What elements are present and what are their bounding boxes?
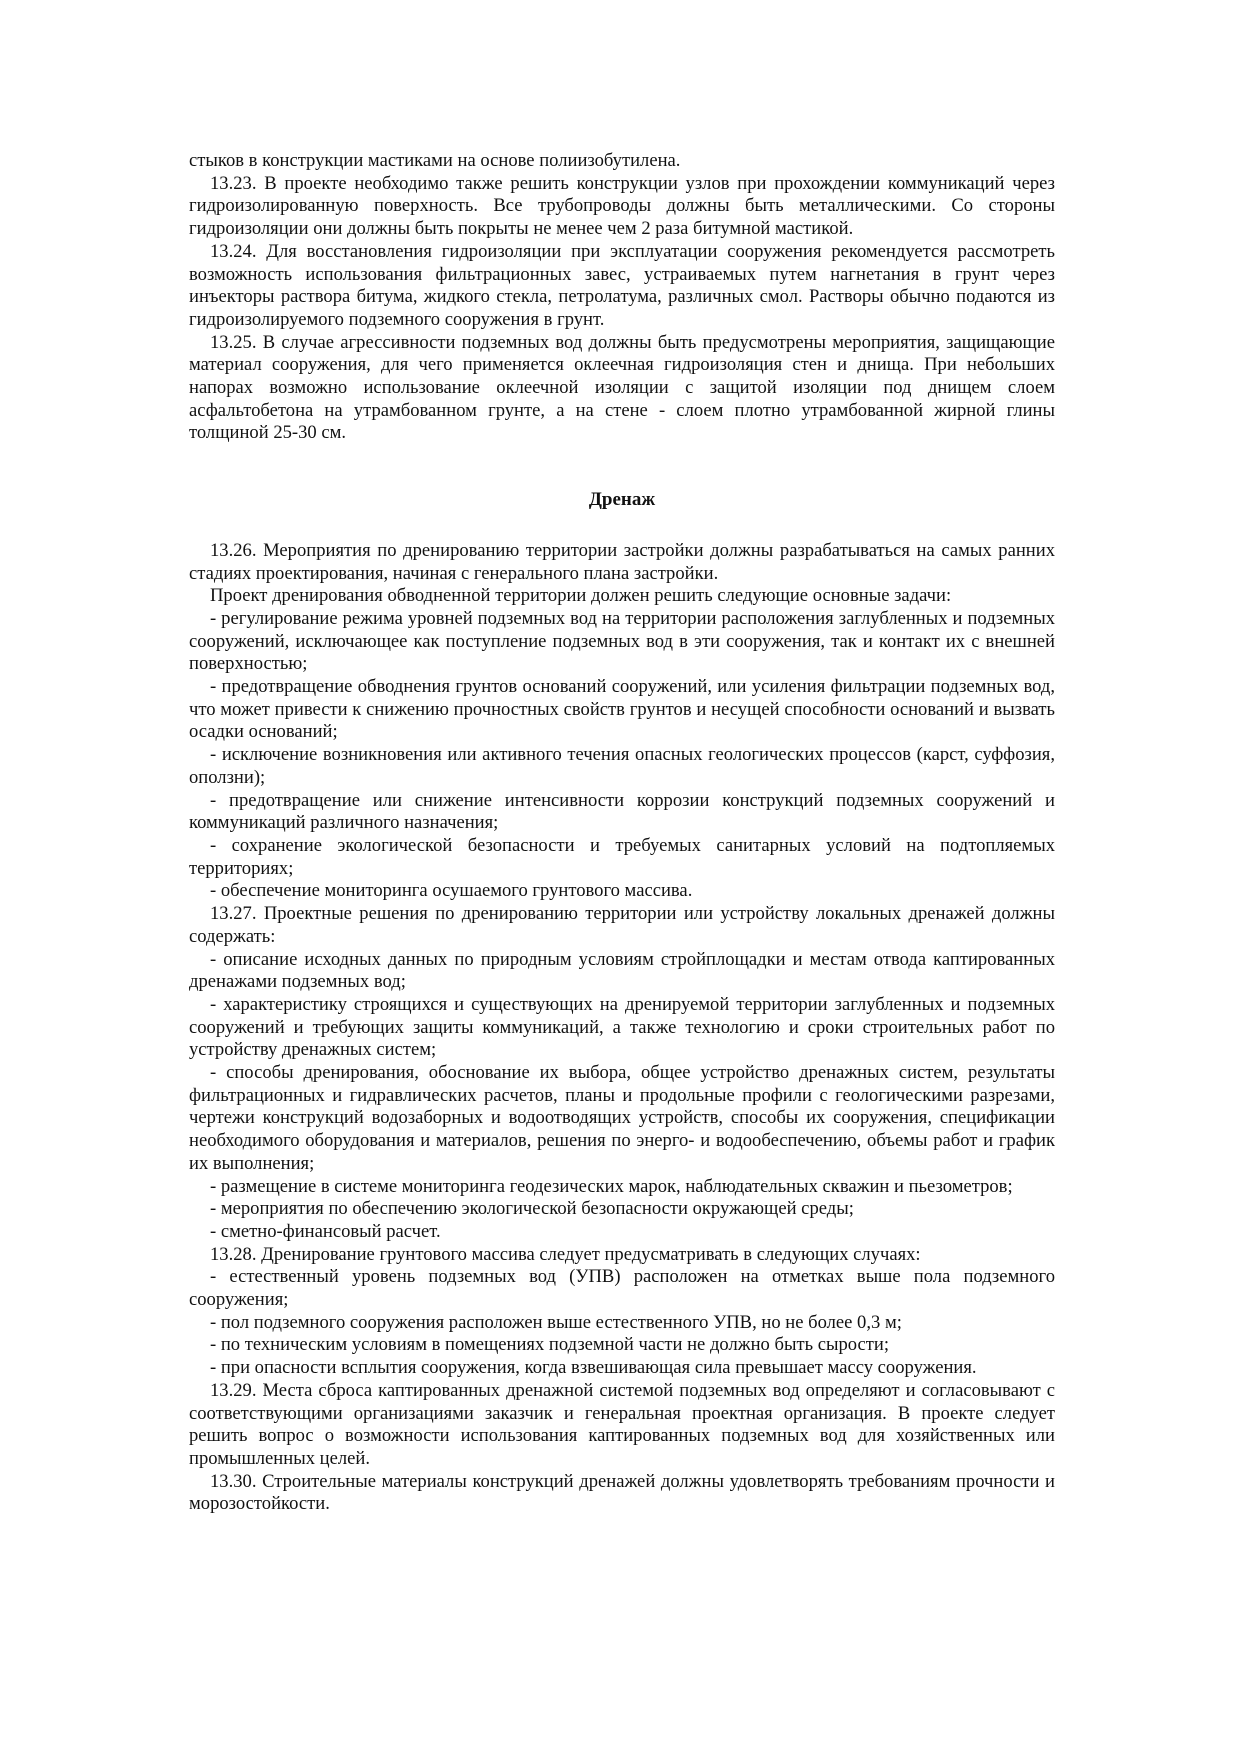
list-item-case: - по техническим условиям в помещениях подземной части не должно быть сырости;	[210, 1334, 889, 1356]
list-item-case: - естественный уровень подземных вод (УПВ) расположен на отметках выше пола подземного сооружения;	[189, 1266, 1055, 1311]
list-item-task: - обеспечение мониторинга осушаемого грунтового массива.	[210, 880, 693, 902]
list-item-content: - мероприятия по обеспечению экологической безопасности окружающей среды;	[210, 1198, 854, 1220]
list-item-task: - сохранение экологической безопасности и требуемых санитарных условий на подтопляемых территориях;	[189, 834, 1055, 879]
list-item-content: - характеристику строящихся и существующих на дренируемой территории заглубленных и подземных сооружений и требующих защиты коммуникаций, а также технологию и сроки строительных работ по устройству дренажных систем;	[189, 993, 1055, 1061]
section-heading-drainage: Дренаж	[588, 489, 656, 511]
list-item-content: - сметно-финансовый расчет.	[210, 1220, 441, 1242]
list-item-content: - размещение в системе мониторинга геодезических марок, наблюдательных скважин и пьезометров;	[210, 1175, 1013, 1197]
paragraph-13-30: 13.30. Строительные материалы конструкций дренажей должны удовлетворять требованиям прочности и морозостойкости.	[189, 1470, 1055, 1515]
paragraph-13-27: 13.27. Проектные решения по дренированию территории или устройству локальных дренажей должны содержать:	[189, 903, 1055, 947]
list-item-task: - регулирование режима уровней подземных вод на территории расположения заглубленных и подземных сооружений, исключающее как поступление подземных вод в эти сооружения, так и контакт их с внешней поверхностью;	[189, 607, 1055, 675]
paragraph-13-24: 13.24. Для восстановления гидроизоляции при эксплуатации сооружения рекомендуется рассмотреть возможность использования фильтрационных завес, устраиваемых путем нагнетания в грунт через инъекторы раствора битума, жидкого стекла, петролатума, различных смол. Растворы обычно подаются из гидроизолируемого подземного сооружения в грунт.	[189, 240, 1055, 330]
paragraph-13-26: 13.26. Мероприятия по дренированию территории застройки должны разрабатываться на самых ранних стадиях проектирования, начиная с генерального плана застройки.	[189, 539, 1055, 584]
list-item-task: - предотвращение или снижение интенсивности коррозии конструкций подземных сооружений и коммуникаций различного назначения;	[189, 789, 1055, 834]
paragraph-13-25: 13.25. В случае агрессивности подземных вод должны быть предусмотрены мероприятия, защищающие материал сооружения, для чего применяется оклеечная гидроизоляция стен и днища. При небольших напорах возможно использование оклеечной изоляции с защитой изоляции под днищем слоем асфальтобетона на утрамбованном грунте, а на стене - слоем плотно утрамбованной жирной глины толщиной 25-30 см.	[189, 331, 1055, 444]
document-page	[189, 150, 1055, 1516]
list-item-content: - описание исходных данных по природным условиям стройплощадки и местам отвода каптированных дренажами подземных вод;	[189, 948, 1055, 993]
paragraph-13-29: 13.29. Места сброса каптированных дренажной системой подземных вод определяют и согласовывают с соответствующими организациями заказчик и генеральная проектная организация. В проекте следует решить вопрос о возможности использования каптированных подземных вод для хозяйственных или промышленных целей.	[189, 1379, 1055, 1469]
paragraph-13-23: 13.23. В проекте необходимо также решить конструкции узлов при прохождении коммуникаций через гидроизолированную поверхность. Все трубопроводы должны быть металлическими. Со стороны гидроизоляции они должны быть покрыты не менее чем 2 раза битумной мастикой.	[189, 172, 1055, 240]
paragraph-13-28: 13.28. Дренирование грунтового массива следует предусматривать в следующих случаях:	[210, 1243, 921, 1265]
list-item-content: - способы дренирования, обоснование их выбора, общее устройство дренажных систем, результаты фильтрационных и гидравлических расчетов, планы и продольные профили с геологическими разрезами, чертежи конструкций водозаборных и водоотводящих устройств, способы их сооружения, спецификации необходимого оборудования и материалов, решения по энерго- и водообеспечению, объемы работ и график их выполнения;	[189, 1062, 1055, 1174]
paragraph-tasks-intro: Проект дренирования обводненной территории должен решить следующие основные задачи:	[210, 585, 952, 607]
list-item-case: - при опасности всплытия сооружения, когда взвешивающая сила превышает массу сооружения.	[210, 1357, 977, 1379]
list-item-task: - предотвращение обводнения грунтов оснований сооружений, или усиления фильтрации подземных вод, что может привести к снижению прочностных свойств грунтов и несущей способности оснований и вызвать осадки оснований;	[189, 676, 1055, 743]
paragraph-continuation: стыков в конструкции мастиками на основе полиизобутилена.	[189, 150, 681, 171]
list-item-task: - исключение возникновения или активного течения опасных геологических процессов (карст, суффозия, оползни);	[189, 744, 1055, 788]
list-item-case: - пол подземного сооружения расположен выше естественного УПВ, но не более 0,3 м;	[210, 1311, 902, 1333]
